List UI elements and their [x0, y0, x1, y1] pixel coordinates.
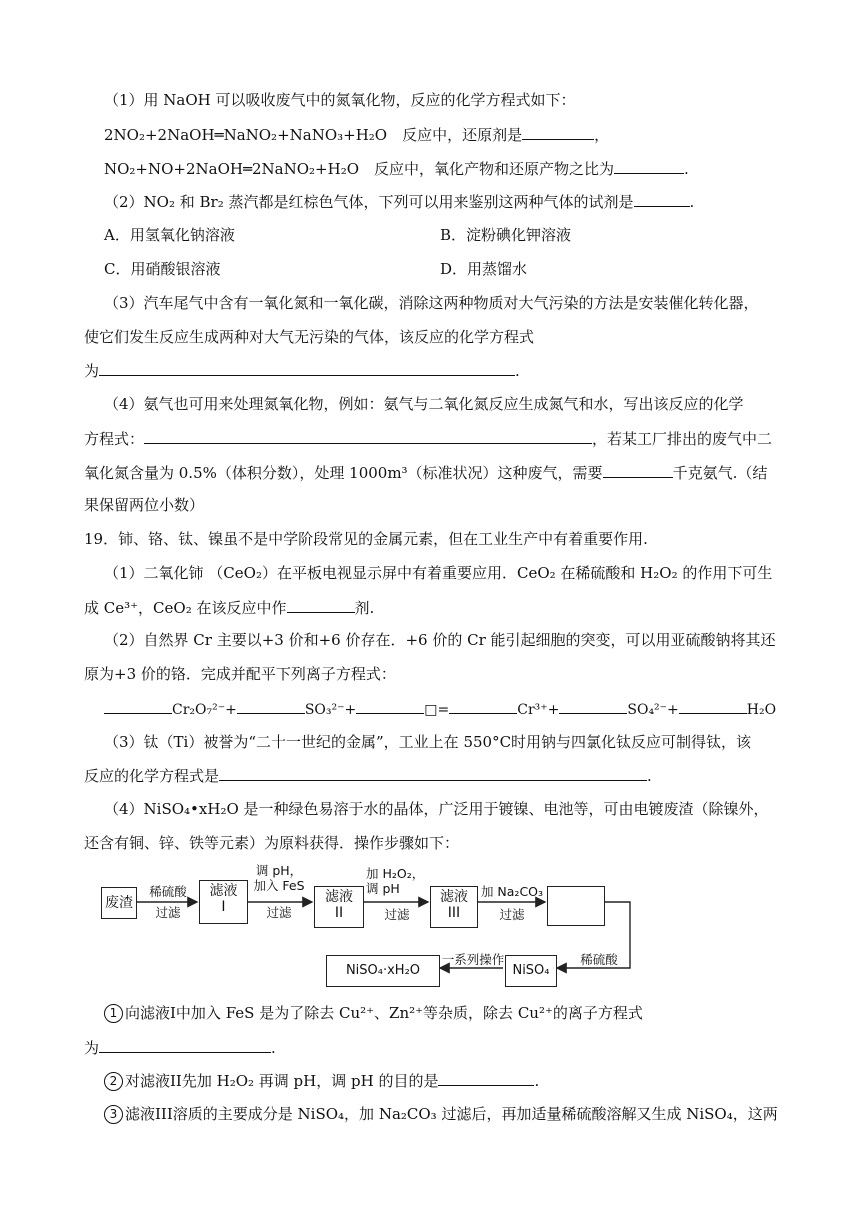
q19-step3-line: [104, 1104, 778, 1124]
q19-p1-line2a: 成 Ce³⁺，CeO₂ 在该反应中作: [84, 599, 287, 617]
q18-p1-eq1-line: 2NO₂+2NaOH═NaNO₂+NaNO₃+H₂O 反应中，还原剂是 ，: [104, 126, 610, 144]
q18-p2-text: （2）NO₂ 和 Br₂ 蒸汽都是红棕色气体，下列可以用来鉴别这两种气体的试剂是: [104, 193, 634, 211]
flow-label-filter-1: 过滤: [155, 905, 181, 920]
flow-label-series-ops: 一系列操作: [441, 952, 505, 967]
q19-p3-line2a: 反应的化学方程式是: [84, 767, 220, 785]
q18-p3-line3: 为 .: [84, 362, 520, 380]
flow-box-product: NiSO₄·xH₂O: [326, 955, 440, 987]
q18-p4-line2a: 方程式：: [84, 430, 145, 448]
q18-option-a[interactable]: A．用氢氧化钠溶液: [104, 226, 235, 244]
flow-label-filter-3: 过滤: [384, 907, 410, 922]
flow-box-unknown: [547, 886, 605, 926]
eq-term-2: SO₃²⁻+: [304, 702, 357, 718]
flow-label-adjust-ph-fes: 调 pH， 加入 FeS: [253, 863, 305, 893]
flow-box-filtrate-3: 滤液 III: [430, 886, 478, 928]
q18-p1-eq1: 2NO₂+2NaOH═NaNO₂+NaNO₃+H₂O: [104, 126, 388, 144]
q18-option-c[interactable]: C．用硝酸银溶液: [104, 260, 221, 278]
circled-number-3: 3: [104, 1105, 123, 1124]
eq-term-5: SO₄²⁻+: [627, 702, 679, 718]
eq-term-4: Cr³⁺+: [517, 702, 560, 718]
eq-term-6: H₂O: [746, 702, 777, 718]
q19-p4-line1: （4）NiSO₄•xH₂O 是一种绿色易溶于水的晶体，广泛用于镀镍、电池等，可由电镀废渣（除镍外，: [104, 800, 769, 818]
q18-p4-line2b: ，若某工厂排出的废气中二: [592, 430, 773, 448]
q19-step1-line1: [104, 1003, 643, 1023]
q19-step1-prefix: 为: [84, 1039, 100, 1057]
q19-p3-line1: （3）钛（Ti）被誉为“二十一世纪的金属”，工业上在 550°C时用钠与四氯化钛反应可制得钛，该: [104, 733, 752, 751]
q19-p1-line1: （1）二氧化铈 （CeO₂）在平板电视显示屏中有着重要应用．CeO₂ 在稀硫酸和 H₂O₂ 的作用下可生: [104, 564, 773, 582]
q18-p4-line3b: 千克氨气.（结: [672, 464, 768, 482]
q18-p3-line1: （3）汽车尾气中含有一氧化氮和一氧化碳，消除这两种物质对大气污染的方法是安装催化转化器，: [104, 294, 759, 312]
q19-step1-line2: 为 .: [84, 1039, 276, 1057]
flow-box-filtrate-2: 滤液 II: [314, 886, 364, 928]
q19-step2-text: 对滤液II先加 H₂O₂ 再调 pH，调 pH 的目的是: [125, 1072, 439, 1090]
q18-option-b[interactable]: B．淀粉碘化钾溶液: [440, 226, 572, 244]
answer-blank[interactable]: [99, 1037, 271, 1053]
q18-p2-line: （2）NO₂ 和 Br₂ 蒸汽都是红棕色气体，下列可以用来鉴别这两种气体的试剂是 .: [104, 193, 695, 211]
circled-number-2: 2: [104, 1072, 123, 1091]
q19-step3-text: 滤液III溶质的主要成分是 NiSO₄，加 Na₂CO₃ 过滤后，再加适量稀硫酸溶解又生成 NiSO₄，这两: [125, 1105, 778, 1123]
flow-box-waste-residue: 废渣: [101, 887, 137, 919]
q19-p2-line1: （2）自然界 Cr 主要以+3 价和+6 价存在．+6 价的 Cr 能引起细胞的突变，可以用亚硫酸钠将其还: [104, 631, 776, 649]
eq-term-1: Cr₂O₇²⁻+: [172, 702, 237, 718]
q18-p1-eq2: NO₂+NO+2NaOH═2NaNO₂+H₂O: [104, 160, 360, 178]
flow-box-filtrate-1: 滤液 I: [199, 880, 248, 924]
flow-label-h2o2-ph: 加 H₂O₂， 调 pH: [366, 866, 425, 896]
q19-p2-line2: 原为+3 价的铬．完成并配平下列离子方程式：: [84, 665, 396, 683]
q19-stem: 19．铈、铬、钛、镍虽不是中学阶段常见的金属元素，但在工业生产中有着重要作用.: [84, 530, 648, 548]
q18-p1-eq2-text: 反应中，氧化产物和还原产物之比为: [359, 160, 615, 178]
q19-step1-text: 向滤液I中加入 FeS 是为了除去 Cu²⁺、Zn²⁺等杂质，除去 Cu²⁺的离子方程式: [125, 1004, 643, 1022]
q18-p4-line1: （4）氨气也可用来处理氮氧化物，例如：氨气与二氧化氮反应生成氮气和水，写出该反应的化学: [104, 395, 744, 413]
eq-term-3: □=: [424, 702, 450, 718]
q18-p1-eq1-text: 反应中，还原剂是: [387, 126, 523, 144]
flow-label-dilute-acid-2: 稀硫酸: [580, 952, 618, 967]
flow-label-dilute-acid: 稀硫酸: [149, 884, 187, 899]
flow-label-filter-4: 过滤: [499, 907, 525, 922]
q18-option-d[interactable]: D．用蒸馏水: [440, 260, 528, 278]
q18-p4-line4: 果保留两位小数）: [84, 496, 205, 514]
q18-p3-prefix: 为: [84, 362, 100, 380]
q19-p4-line2: 还含有铜、锌、铁等元素）为原料获得．操作步骤如下：: [84, 834, 460, 852]
q18-p1-eq2-line: NO₂+NO+2NaOH═2NaNO₂+H₂O 反应中，氧化产物和还原产物之比为 .: [104, 160, 689, 178]
q18-p4-line3a: 氧化氮含量为 0.5%（体积分数），处理 1000m³（标准状况）这种废气，需要: [84, 464, 603, 482]
q18-p3-line2: 使它们发生反应生成两种对大气无污染的气体，该反应的化学方程式: [84, 328, 535, 346]
answer-blank[interactable]: [438, 1070, 534, 1086]
flow-box-niso4: NiSO₄: [505, 955, 557, 987]
q19-p1-line2b: 剂.: [354, 599, 375, 617]
circled-number-1: 1: [104, 1004, 123, 1023]
q19-p3-line2: 反应的化学方程式是 .: [84, 767, 652, 785]
q19-step2-line: 2 对滤液II先加 H₂O₂ 再调 pH，调 pH 的目的是 .: [104, 1070, 539, 1091]
flow-label-na2co3: 加 Na₂CO₃: [480, 884, 544, 899]
q18-p1-intro: （1）用 NaOH 可以吸收废气中的氮氧化物，反应的化学方程式如下：: [104, 91, 576, 109]
flow-label-filter-2: 过滤: [266, 905, 292, 920]
